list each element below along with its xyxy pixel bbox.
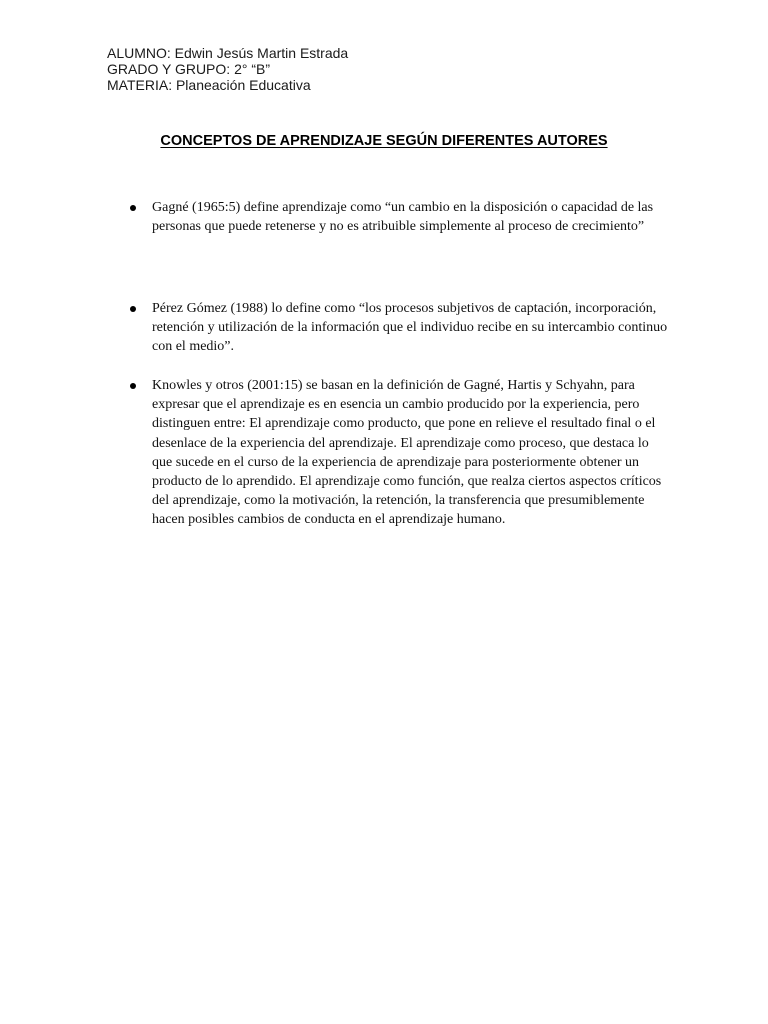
grade-group: GRADO Y GRUPO: 2° “B” xyxy=(107,61,271,77)
bullet-icon xyxy=(130,306,136,312)
concept-text: Knowles y otros (2001:15) se basan en la definición de Gagné, Hartis y Schyahn, para expresar que el aprendizaje es en esencia un cambio producido por la experiencia, pero distinguen entre: El aprendizaje como producto, que pone en relieve el resultado final o el desenlace de la experiencia del aprendizaje. El aprendizaje como proceso, que destaca lo que sucede en el curso de la experiencia de aprendizaje para posteriormente obtener un producto de lo aprendido. El aprendizaje como función, que realza ciertos aspectos críticos del aprendizaje, como la motivación, la retención, la transferencia que presumiblemente hacen posibles cambios de conducta en el aprendizaje humano. xyxy=(152,378,662,528)
document-title: CONCEPTOS DE APRENDIZAJE SEGÚN DIFERENTES AUTORES xyxy=(160,133,608,149)
subject-name: MATERIA: Planeación Educativa xyxy=(107,77,311,93)
bullet-icon xyxy=(130,383,136,389)
concept-text: Gagné (1965:5) define aprendizaje como “un cambio en la disposición o capacidad de las personas que puede retenerse y no es atribuible simplemente al proceso de crecimiento” xyxy=(152,200,654,235)
concept-item-perez-gomez xyxy=(130,299,670,357)
concept-item-gagne xyxy=(130,198,670,236)
document-header xyxy=(107,45,348,93)
concept-text: Pérez Gómez (1988) lo define como “los procesos subjetivos de captación, incorporación, retención y utilización de la información que el individuo recibe en su intercambio continuo con el medio”. xyxy=(152,301,668,355)
student-name: ALUMNO: Edwin Jesús Martin Estrada xyxy=(107,45,349,61)
concept-item-knowles xyxy=(130,376,670,530)
bullet-icon xyxy=(130,205,136,211)
